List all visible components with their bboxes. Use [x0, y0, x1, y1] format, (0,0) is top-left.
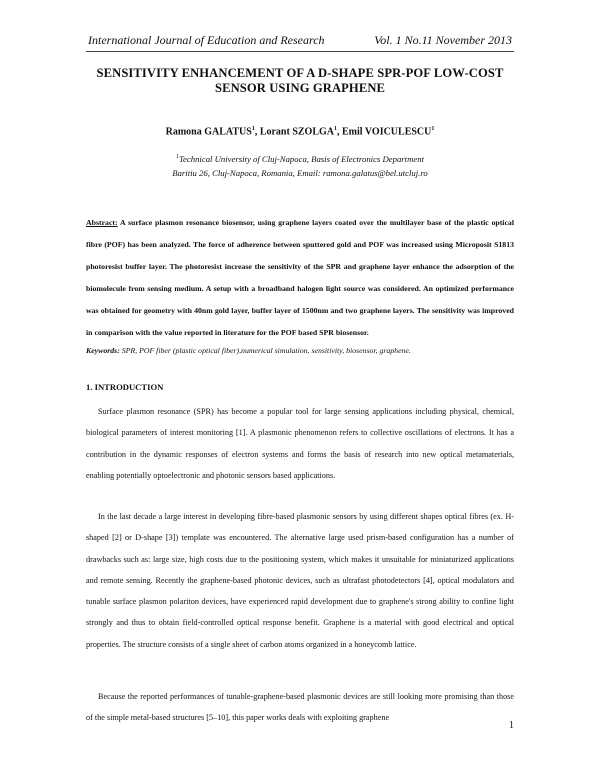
affiliation: [80, 150, 520, 180]
author-2-affil-mark: 1: [334, 126, 338, 132]
body-paragraph-3: [86, 686, 514, 729]
abstract: [86, 212, 514, 344]
keywords: [86, 346, 514, 355]
abstract-text: A surface plasmon resonance biosensor, using graphene layers coated over the multilayer base of the plastic optical fibre (POF) has been analyzed. The force of adherence between sputtered gold and POF was increased using Microposit S1813 photoresist buffer layer. The photoresist increase the sensitivity of the SPR and graphene layer enhance the adsorption of the biomolecule from sensing medium. A setup with a broadband halogen light source was considered. An optimized performance was obtained for geometry with 40nm gold layer, buffer layer of 1500nm and two graphene layers. The sensitivity was improved in comparison with the value reported in literature for the POF based SPR biosensor.: [86, 218, 514, 337]
running-header: [88, 33, 512, 48]
author-3: Emil VOICULESCU: [342, 126, 432, 138]
volume-info: Vol. 1 No.11 November 2013: [374, 33, 512, 47]
author-1: Ramona GALATUS: [165, 126, 252, 138]
header-rule: [86, 51, 514, 52]
affiliation-line-1: [80, 150, 520, 166]
body-paragraph-2: [86, 506, 514, 655]
paragraph-2-text: In the last decade a large interest in developing fibre-based plasmonic sensors by using different shapes optical fibres (ex. H-shaped [2] or D-shape [3]) template was encountered. The alternative large used prism-based configuration has a number of drawbacks such as: large size, high costs due to the positioning system, which makes it unsuitable for miniaturized applications and remote sensing. Recently the graphene-based photonic devices, such as ultrafast photodetectors [4], optical modulators and tunable surface plasmon polariton devices, have experienced rapid development due to graphene's strong ability to confine light strongly and thus to obtain field-controlled optical response benefit. Graphene is a material with good electrical and optical properties. The structure consists of a single sheet of carbon atoms organized in a honeycomb lattice.: [86, 512, 514, 649]
author-3-affil-mark: 1: [431, 126, 435, 132]
author-1-affil-mark: 1: [251, 126, 255, 132]
affiliation-institution: Technical University of Cluj-Napoca, Basis of Electronics Department: [179, 153, 424, 164]
abstract-label: Abstract:: [86, 218, 118, 227]
page-number: 1: [509, 720, 514, 731]
affiliation-mark: 1: [176, 154, 179, 160]
section-heading: 1. INTRODUCTION: [86, 382, 164, 392]
author-list: Ramona GALATUS$^1$, Lorant SZOLGA$^1$, Emil VOICULESCU$^1$: [165, 126, 435, 138]
journal-name: International Journal of Education and Research: [88, 33, 325, 47]
paragraph-1-text: Surface plasmon resonance (SPR) has become a popular tool for large sensing applications including physical, chemical, biological parameters of interest monitoring [1]. A plasmonic phenomenon refers to collective oscillations of electrons. It has a contribution in the dynamic responses of electron systems and forms the basis of research into new optical metamaterials, enabling potentially optoelectronic and photonic sensors based applications.: [86, 407, 514, 480]
keywords-label: Keywords:: [86, 346, 120, 355]
paragraph-3-text: Because the reported performances of tunable-graphene-based plasmonic devices are still looking more promising than those of the simple metal-based structures [5–10], this paper works deals with exploiting graphene: [86, 692, 514, 723]
affiliation-line-2: Baritiu 26, Cluj-Napoca, Romania, Email: ramona.galatus@bel.utcluj.ro: [172, 167, 428, 178]
keywords-text: SPR, POF fiber (plastic optical fiber),numerical simulation, sensitivity, biosensor, graphene.: [119, 346, 411, 355]
title-line-1: SENSITIVITY ENHANCEMENT OF A D-SHAPE SPR-POF LOW-COST: [96, 66, 504, 80]
body-paragraph-1: [86, 401, 514, 486]
title-line-2: SENSOR USING GRAPHENE: [214, 81, 386, 95]
author-2: Lorant SZOLGA: [259, 126, 335, 138]
paper-title: [80, 66, 520, 96]
